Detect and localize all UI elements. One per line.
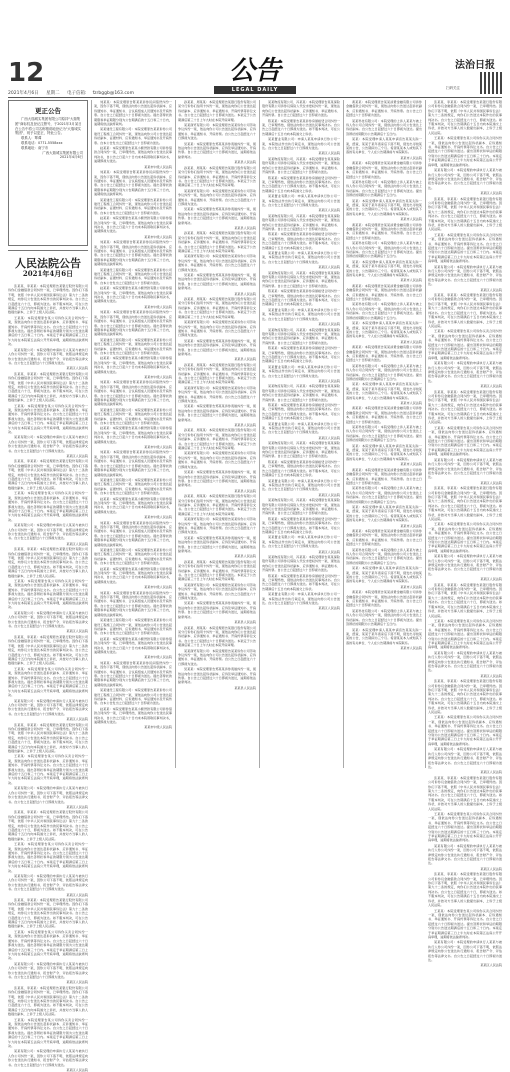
court-notice-paragraph: 黄某某：本院受理原告某某消费金融有限公司诉你金融借款合同纠纷一案，现依法向你公告送达起诉状副本、应诉通知书、举证通知书、开庭传票。自公告之日起经过六十日即视为送达。 — [346, 406, 422, 424]
court-notice-paragraph: 某某科技有限公司：本院受理的上诉人某某与被上诉人你公司合同纠纷一案，现依法向你公司公告送达上诉状副本。自公告之日起经过六十日即视为送达。提出答辩状的期限为公告期满后十五日内。 — [346, 486, 422, 504]
notice-phone: 联系电话：0771-5558xxx — [21, 140, 63, 145]
court-signature: 某某区人民法院 — [480, 191, 502, 196]
court-notice-paragraph: 孙某某、周某某：本院受理原告某银行股份有限公司某分行诉你们信用卡纠纷一案，现依法向你们公告送达起诉状副本、应诉通知书、举证通知书、开庭传票等诉讼文书。自公告之日起经过六十日即视为送达。本案定于公告期满后第三十日上午九时在本院开庭审理。 — [178, 494, 256, 516]
court-notice-paragraph: 张某某、李某某：本院受理原告某银行股份有限公司诉你们金融借款合同纠纷一案，已审理终结。因你们下落不明，依照《中华人民共和国民事诉讼法》第九十二条的规定，向你们公告送达本院作出的民事判决书。自公告之日起经过六十日，即视为送达。如不服本判决，可在公告期满后十五日内向本院递交上诉状，并按对方当事人的人数提出副本，上诉于上级人民法院。 — [8, 810, 88, 841]
court-notice-paragraph: 刘某某：本院受理原告陈某某诉你民间借贷纠纷一案，因你下落不明，现依法向你公告送达起诉状副本、应诉通知书、举证通知书、合议庭组成人员通知书及开庭传票。自公告之日起经过六十日即视为送达。提出答辩状的期限和举证期限分别为公告期满后的十五日和三十日内，逾期将依法缺席裁判。 — [94, 310, 172, 337]
court-notice-paragraph: 王某某：本院受理原告某公司诉你买卖合同纠纷一案，现依法向你公告送达起诉状副本、应诉通知书、举证通知书、开庭传票等诉讼文书。自公告之日起经过六十日即视为送达。提出答辩状和举证的期限分别为公告送达期满后的十五日和三十日内。本案定于举证期满后第三日上午九时在本院第五法庭公开开庭审理，逾期将依法缺席判决。 — [8, 1017, 88, 1049]
court-notice-paragraph: 张某某、李某某：本院受理原告某银行股份有限公司诉你们金融借款合同纠纷一案，已审理终结。因你们下落不明，依照《中华人民共和国民事诉讼法》第九十二条的规定，向你们公告送达本院作出的民事判决书。自公告之日起经过六十日，即视为送达。如不服本判决，可在公告期满后十五日内向本院递交上诉状，并按对方当事人的人数提出副本，上诉于上级人民法院。 — [8, 284, 88, 315]
court-notice-paragraph: 某某物流有限公司、冯某某：本院受理原告某某保险股份有限公司诉你们保险人代位求偿权纠纷一案，现依法向你们公告送达起诉状副本、应诉通知书、举证通知书、开庭传票。自公告之日起经过六十日即视为送达。 — [262, 441, 340, 459]
email-address[interactable]: fzrbggb@163.com — [92, 91, 134, 96]
court-notice-paragraph: 某某有限公司：本院受理的申请执行人某某与被执行人你公司纠纷一案，因你公司下落不明，依照法律规定向你公告送达执行通知书、报告财产令、评估报告等法律文书。自公告之日起经过六十日即视为送达。 — [8, 874, 88, 892]
court-notice-paragraph: 陈某某：本院受理原告某某诉你房屋租赁合同纠纷一案，已审理终结，现依法向你公告送达民事判决书。自公告之日起经过六十日即视为送达。如不服本判决，可在公告期满后十五日内向本院递交上诉状。 — [262, 516, 340, 534]
court-notice-paragraph: 某某有限公司：本院受理的申请执行人某某与被执行人你公司纠纷一案，因你公司下落不明，依照法律规定向你公告送达执行通知书、报告财产令、评估报告等法律文书。自公告之日起经过六十日即视为送达。 — [428, 554, 502, 576]
court-notice-paragraph: 某某：本院受理申请人某某申请宣告某某失踪一案，经查，某某于某年离家后下落不明，现发出寻找某某的公告，公告期间为三个月。希望某某本人或知其下落的有关单位、个人在公告期满前与本院联系。 — [346, 443, 422, 461]
court-signature: 某某区人民法院 — [318, 151, 340, 156]
court-notice-paragraph: 吴某某：本院受理原告郑某某诉你离婚纠纷一案，现依法向你公告送达起诉状副本、应诉及举证通知书、开庭传票。自公告之日起经过六十日即视为送达，逾期将依法缺席判决。 — [178, 338, 256, 356]
court-notice-paragraph: 刘某某：本院受理原告陈某某诉你民间借贷纠纷一案，因你下落不明，现依法向你公告送达起诉状副本、应诉通知书、举证通知书、合议庭组成人员通知书及开庭传票。自公告之日起经过六十日即视为送达。提出答辩状的期限和举证期限分别为公告期满后的十五日和三十日内，逾期将依法缺席裁判。 — [94, 520, 172, 547]
issue-date: 2021年4月6日 — [8, 91, 39, 96]
court-notice-paragraph: 陈某某：本院受理原告某某诉你房屋租赁合同纠纷一案，已审理终结，现依法向你公告送达民事判决书。自公告之日起经过六十日即视为送达。如不服本判决，可在公告期满后十五日内向本院递交上诉状。 — [262, 346, 340, 364]
court-notice-paragraph: 某某：本院受理申请人某某申请宣告某某失踪一案，经查，某某于某年离家后下落不明，现发出寻找某某的公告，公告期间为三个月。希望某某本人或知其下落的有关单位、个人在公告期满前与本院联系。 — [346, 259, 422, 278]
court-announcement-header — [8, 250, 88, 281]
court-notice-paragraph: 赵某某：本院受理原告某某小额贷款有限公司诉你借款合同纠纷一案，已审理终结，现依法向你公告送达民事判决书，自公告之日起六十日内来本院领取民事判决书，逾期即视为送达。 — [94, 216, 172, 234]
court-notice-paragraph: 某某置业有限公司：申请人某某申请执行你公司一案，本院依法作出执行裁定书，现依法向你公司公告送达。自公告之日起经过六十日即视为送达。 — [262, 478, 340, 492]
court-notice-paragraph: 张某某、李某某：本院受理原告某银行股份有限公司诉你们金融借款合同纠纷一案，已审理终结。因你们下落不明，依照《中华人民共和国民事诉讼法》第九十二条的规定，向你们公告送达本院作出的民事判决书。自公告之日起经过六十日，即视为送达。如不服本判决，可在公告期满后十五日内向本院递交上诉状，并按对方当事人的人数提出副本，上诉于上级人民法院。 — [8, 459, 88, 490]
court-notice-paragraph: 黄某某：本院受理原告某某消费金融有限公司诉你金融借款合同纠纷一案，现依法向你公告送达起诉状副本、应诉通知书、举证通知书、开庭传票。自公告之日起经过六十日即视为送达。 — [346, 467, 422, 485]
court-notice-paragraph: 孙某某、周某某：本院受理原告某银行股份有限公司某分行诉你们信用卡纠纷一案，现依法向你们公告送达起诉状副本、应诉通知书、举证通知书、开庭传票等诉讼文书。自公告之日起经过六十日即视为送达。本案定于公告期满后第三十日上午九时在本院开庭审理。 — [178, 428, 256, 451]
court-notice-paragraph: 王某某：本院受理原告某公司诉你买卖合同纠纷一案，现依法向你公告送达起诉状副本、应诉通知书、举证通知书、开庭传票等诉讼文书。自公告之日起经过六十日即视为送达。提出答辩状和举证的期限分别为公告送达期满后的十五日和三十日内。本案定于举证期满后第三日上午九时在本院第五法庭公开开庭审理，逾期将依法缺席判决。 — [428, 136, 502, 167]
court-notice-paragraph: 吴某某：本院受理原告郑某某诉你离婚纠纷一案，现依法向你公告送达起诉状副本、应诉及举证通知书、开庭传票。自公告之日起经过六十日即视为送达，逾期将依法缺席判决。 — [178, 207, 256, 225]
court-notice-paragraph: 某某建设工程有限公司：本院受理原告某某诉你公司建设工程施工合同纠纷一案，现依法向你公司公告送达起诉状副本、证据材料、应诉通知书、举证通知书及开庭传票。自本公告发出之日起经过六十日即视为送达。 — [94, 197, 172, 215]
court-signature: 某某县人民法院 — [234, 225, 256, 230]
court-notice-paragraph: 某某建设工程有限公司：本院受理原告某某诉你公司建设工程施工合同纠纷一案，现依法向你公司公告送达起诉状副本、证据材料、应诉通知书、举证通知书及开庭传票。自本公告发出之日起经过六十日即视为送达。 — [94, 548, 172, 566]
court-notice-paragraph: 张某某、李某某：本院受理原告某银行股份有限公司诉你们金融借款合同纠纷一案，已审理终结。因你们下落不明，依照《中华人民共和国民事诉讼法》第九十二条的规定，向你们公告送达本院作出的民事判决书。自公告之日起经过六十日，即视为送达。如不服本判决，可在公告期满后十五日内向本院递交上诉状，并按对方当事人的人数提出副本，上诉于上级人民法院。 — [8, 898, 88, 929]
court-notice-paragraph: 王某某：本院受理原告某公司诉你买卖合同纠纷一案，现依法向你公告送达起诉状副本、应诉通知书、举证通知书、开庭传票等诉讼文书。自公告之日起经过六十日即视为送达。提出答辩状和举证的期限分别为公告送达期满后的十五日和三十日内。本案定于举证期满后第三日上午九时在本院第五法庭公开开庭审理，逾期将依法缺席判决。 — [8, 315, 88, 347]
court-signature: 某某区人民法院 — [318, 549, 340, 554]
court-notice-paragraph: 某某置业有限公司：申请人某某申请执行你公司一案，本院依法作出执行裁定书，现依法向你公司公告送达。自公告之日起经过六十日即视为送达。 — [262, 137, 340, 151]
court-notice-paragraph: 某某商贸有限公司：本院受理原告某某诉你公司劳动争议纠纷一案，依法向你公司公告送达起诉状副本、应诉通知书、举证通知书、开庭传票。自公告之日起经过六十日即视为送达。 — [178, 517, 256, 535]
court-notice-paragraph: 某某科技有限公司：本院受理的上诉人某某与被上诉人你公司合同纠纷一案，现依法向你公司公告送达上诉状副本。自公告之日起经过六十日即视为送达。提出答辩状的期限为公告期满后十五日内。 — [346, 241, 422, 259]
court-notice-paragraph: 刘某某：本院受理原告陈某某诉你民间借贷纠纷一案，因你下落不明，现依法向你公告送达起诉状副本、应诉通知书、举证通知书、合议庭组成人员通知书及开庭传票。自公告之日起经过六十日即视为送达。提出答辩状的期限和举证期限分别为公告期满后的十五日和三十日内，逾期将依法缺席裁判。 — [94, 380, 172, 407]
court-notice-paragraph: 某某有限公司：本院受理的申请执行人某某与被执行人你公司纠纷一案，因你公司下落不明，依照法律规定向你公告送达执行通知书、报告财产令、评估报告等法律文书。自公告之日起经过六十日即视为送达。 — [8, 523, 88, 541]
court-signature: 某某区人民法院 — [66, 454, 88, 459]
court-notice-paragraph: 某某物流有限公司、冯某某：本院受理原告某某保险股份有限公司诉你们保险人代位求偿权纠纷一案，现依法向你们公告送达起诉状副本、应诉通知书、举证通知书、开庭传票。自公告之日起经过六十日即视为送达。 — [262, 384, 340, 402]
court-notice-paragraph: 某某建设工程有限公司：本院受理原告某某诉你公司建设工程施工合同纠纷一案，现依法向你公司公告送达起诉状副本、证据材料、应诉通知书、举证通知书及开庭传票。自本公告发出之日起经过六十日即视为送达。 — [94, 267, 172, 285]
header-divider — [8, 97, 502, 98]
court-notice-paragraph: 王某某：本院受理原告某公司诉你买卖合同纠纷一案，现依法向你公告送达起诉状副本、应诉通知书、举证通知书、开庭传票等诉讼文书。自公告之日起经过六十日即视为送达。提出答辩状和举证的期限分别为公告送达期满后的十五日和三十日内。本案定于举证期满后第三日上午九时在本院第五法庭公开开庭审理，逾期将依法缺席判决。 — [428, 618, 502, 650]
court-notice-paragraph: 吴某某：本院受理原告郑某某诉你离婚纠纷一案，现依法向你公告送达起诉状副本、应诉及举证通知书、开庭传票。自公告之日起经过六十日即视为送达，逾期将依法缺席判决。 — [178, 667, 256, 685]
court-notice-paragraph: 王某某：本院受理原告某公司诉你买卖合同纠纷一案，现依法向你公告送达起诉状副本、应诉通知书、举证通知书、开庭传票等诉讼文书。自公告之日起经过六十日即视为送达。提出答辩状和举证的期限分别为公告送达期满后的十五日和三十日内。本案定于举证期满后第三日上午九时在本院第五法庭公开开庭审理，逾期将依法缺席判决。 — [8, 842, 88, 873]
court-notice-paragraph: 某某科技有限公司：本院受理的上诉人某某与被上诉人你公司合同纠纷一案，现依法向你公司公告送达上诉状副本。自公告之日起经过六十日即视为送达。提出答辩状的期限为公告期满后十五日内。 — [346, 302, 422, 320]
court-signature: 某某市中级人民法院 — [144, 585, 172, 590]
court-notice-paragraph: 赵某某：本院受理原告某某小额贷款有限公司诉你借款合同纠纷一案，已审理终结，现依法向你公告送达民事判决书，自公告之日起六十日内来本院领取民事判决书，逾期即视为送达。 — [94, 636, 172, 654]
court-notice-paragraph: 某某置业有限公司：申请人某某申请执行你公司一案，本院依法作出执行裁定书，现依法向你公司公告送达。自公告之日起经过六十日即视为送达。 — [262, 194, 340, 207]
notice-address: 联系地址：南宁市 — [21, 145, 49, 150]
court-notice-paragraph: 张某某、李某某：本院受理原告某银行股份有限公司诉你们金融借款合同纠纷一案，已审理终结。因你们下落不明，依照《中华人民共和国民事诉讼法》第九十二条的规定，向你们公告送达本院作出的民事判决书。自公告之日起经过六十日，即视为送达。如不服本判决，可在公告期满后十五日内向本院递交上诉状，并按对方当事人的人数提出副本，上诉于上级人民法院。 — [8, 634, 88, 666]
page-header — [0, 0, 510, 100]
court-notice-paragraph: 王某某：本院受理原告某公司诉你买卖合同纠纷一案，现依法向你公告送达起诉状副本、应诉通知书、举证通知书、开庭传票等诉讼文书。自公告之日起经过六十日即视为送达。提出答辩状和举证的期限分别为公告送达期满后的十五日和三十日内。本案定于举证期满后第三日上午九时在本院第五法庭公开开庭审理，逾期将依法缺席判决。 — [428, 908, 502, 939]
court-signature: 某某市中级人民法院 — [144, 515, 172, 520]
court-notice-paragraph: 赵某某：本院受理原告某某小额贷款有限公司诉你借款合同纠纷一案，已审理终结，现依法向你公告送达民事判决书，自公告之日起六十日内来本院领取民事判决书，逾期即视为送达。 — [94, 496, 172, 514]
court-date: 2021年4月6日 — [22, 269, 74, 278]
court-notice-paragraph: 黄某某：本院受理原告某某消费金融有限公司诉你金融借款合同纠纷一案，现依法向你公告送达起诉状副本、应诉通知书、举证通知书、开庭传票。自公告之日起经过六十日即视为送达。 — [346, 283, 422, 302]
court-signature: 某某区人民法院 — [318, 435, 340, 440]
court-title: 人民法院公告 — [15, 257, 81, 270]
court-signature: 某某市人民法院 — [400, 462, 422, 467]
court-signature: 某某市人民法院 — [400, 523, 422, 528]
court-signature: 某某区人民法院 — [66, 980, 88, 985]
court-notice-paragraph: 张某某、李某某：本院受理原告某银行股份有限公司诉你们金融借款合同纠纷一案，已审理终结。因你们下落不明，依照《中华人民共和国民事诉讼法》第九十二条的规定，向你们公告送达本院作出的民事判决书。自公告之日起经过六十日，即视为送达。如不服本判决，可在公告期满后十五日内向本院递交上诉状，并按对方当事人的人数提出副本，上诉于上级人民法院。 — [428, 389, 502, 425]
court-notice-paragraph: 王某某：本院受理原告某公司诉你买卖合同纠纷一案，现依法向你公告送达起诉状副本、应诉通知书、举证通知书、开庭传票等诉讼文书。自公告之日起经过六十日即视为送达。提出答辩状和举证的期限分别为公告送达期满后的十五日和三十日内。本案定于举证期满后第三日上午九时在本院第五法庭公开开庭审理，逾期将依法缺席判决。 — [8, 403, 88, 434]
column-6 — [428, 100, 502, 968]
court-notice-paragraph: 陈某某：本院受理原告某某诉你房屋租赁合同纠纷一案，已审理终结，现依法向你公告送达民事判决书。自公告之日起经过六十日即视为送达。如不服本判决，可在公告期满后十五日内向本院递交上诉状。 — [262, 175, 340, 193]
column-divider — [343, 100, 344, 768]
court-signature: 某某市中级人民法院 — [144, 655, 172, 660]
court-notice-paragraph: 某某建设工程有限公司：本院受理原告某某诉你公司建设工程施工合同纠纷一案，现依法向你公司公告送达起诉状副本、证据材料、应诉通知书、举证通知书及开庭传票。自本公告发出之日起经过六十日即视为送达。 — [94, 337, 172, 355]
court-notice-paragraph: 王某某：本院受理原告某公司诉你买卖合同纠纷一案，现依法向你公告送达起诉状副本、应诉通知书、举证通知书、开庭传票等诉讼文书。自公告之日起经过六十日即视为送达。提出答辩状和举证的期限分别为公告送达期满后的十五日和三十日内。本案定于举证期满后第三日上午九时在本院第五法庭公开开庭审理，逾期将依法缺席判决。 — [8, 929, 88, 961]
court-signature: 某某县人民法院 — [234, 291, 256, 296]
court-signature: 某某区人民法院 — [480, 287, 502, 292]
court-notice-paragraph: 黄某某：本院受理原告某某消费金融有限公司诉你金融借款合同纠纷一案，现依法向你公告送达起诉状副本、应诉通知书、举证通知书、开庭传票。自公告之日起经过六十日即视为送达。 — [346, 590, 422, 608]
court-signature: 某某市中级人民法院 — [144, 725, 172, 730]
correction-notice — [8, 100, 88, 246]
court-notice-paragraph: 某某商贸有限公司：本院受理原告某某诉你公司劳动争议纠纷一案，依法向你公司公告送达起诉状副本、应诉通知书、举证通知书、开庭传票。自公告之日起经过六十日即视为送达。 — [178, 582, 256, 601]
issue-weekday: 星期二 — [46, 91, 60, 96]
court-notice-paragraph: 刘某某：本院受理原告陈某某诉你民间借贷纠纷一案，因你下落不明，现依法向你公告送达起诉状副本、应诉通知书、举证通知书、合议庭组成人员通知书及开庭传票。自公告之日起经过六十日即视为送达。提出答辩状的期限和举证期限分别为公告期满后的十五日和三十日内，逾期将依法缺席裁判。 — [94, 590, 172, 617]
court-notice-paragraph: 吴某某：本院受理原告郑某某诉你离婚纠纷一案，现依法向你公告送达起诉状副本、应诉及举证通知书、开庭传票。自公告之日起经过六十日即视为送达，逾期将依法缺席判决。 — [178, 601, 256, 619]
court-signature: 某某区人民法院 — [318, 322, 340, 327]
court-notice-paragraph: 孙某某、周某某：本院受理原告某银行股份有限公司某分行诉你们信用卡纠纷一案，现依法向你们公告送达起诉状副本、应诉通知书、举证通知书、开庭传票等诉讼文书。自公告之日起经过六十日即视为送达。本案定于公告期满后第三十日上午九时在本院开庭审理。 — [178, 100, 256, 122]
court-notice-paragraph: 某某有限公司：本院受理的申请执行人某某与被执行人你公司纠纷一案，因你公司下落不明，依照法律规定向你公告送达执行通知书、报告财产令、评估报告等法律文书。自公告之日起经过六十日即视为送达。 — [428, 650, 502, 673]
court-signature: 某某市中级人民法院 — [144, 304, 172, 309]
court-notice-paragraph: 某某建设工程有限公司：本院受理原告某某诉你公司建设工程施工合同纠纷一案，现依法向你公司公告送达起诉状副本、证据材料、应诉通知书、举证通知书及开庭传票。自本公告发出之日起经过六十日即视为送达。 — [94, 127, 172, 145]
court-notice-paragraph: 陈某某：本院受理原告某某诉你房屋租赁合同纠纷一案，已审理终结，现依法向你公告送达民事判决书。自公告之日起经过六十日即视为送达。如不服本判决，可在公告期满后十五日内向本院递交上诉状。 — [262, 232, 340, 250]
court-signature: 某某县人民法院 — [234, 423, 256, 428]
column-divider — [91, 100, 92, 768]
column-3 — [178, 100, 256, 768]
court-notice-paragraph: 某某：本院受理申请人某某申请宣告某某失踪一案，经查，某某于某年离家后下落不明，现发出寻找某某的公告，公告期间为三个月。希望某某本人或知其下落的有关单位、个人在公告期满前与本院联系。 — [346, 198, 422, 216]
court-signature: 某某市人民法院 — [400, 217, 422, 222]
column-1 — [8, 284, 88, 1072]
court-notice-paragraph: 孙某某、周某某：本院受理原告某银行股份有限公司某分行诉你们信用卡纠纷一案，现依法向你们公告送达起诉状副本、应诉通知书、举证通知书、开庭传票等诉讼文书。自公告之日起经过六十日即视为送达。本案定于公告期满后第三十日上午九时在本院开庭审理。 — [178, 625, 256, 648]
court-notice-paragraph: 某某有限公司：本院受理的申请执行人某某与被执行人你公司纠纷一案，因你公司下落不明，依照法律规定向你公告送达执行通知书、报告财产令、评估报告等法律文书。自公告之日起经过六十日即视为送达。 — [428, 168, 502, 190]
court-notice-paragraph: 张某某、李某某：本院受理原告某银行股份有限公司诉你们金融借款合同纠纷一案，已审理终结。因你们下落不明，依照《中华人民共和国民事诉讼法》第九十二条的规定，向你们公告送达本院作出的民事判决书。自公告之日起经过六十日，即视为送达。如不服本判决，可在公告期满后十五日内向本院递交上诉状，并按对方当事人的人数提出副本，上诉于上级人民法院。 — [428, 775, 502, 811]
court-notice-paragraph: 某某建设工程有限公司：本院受理原告某某诉你公司建设工程施工合同纠纷一案，现依法向你公司公告送达起诉状副本、证据材料、应诉通知书、举证通知书及开庭传票。自本公告发出之日起经过六十日即视为送达。 — [94, 407, 172, 426]
column-5 — [346, 100, 422, 768]
court-notice-paragraph: 张某某、李某某：本院受理原告某银行股份有限公司诉你们金融借款合同纠纷一案，已审理终结。因你们下落不明，依照《中华人民共和国民事诉讼法》第九十二条的规定，向你们公告送达本院作出的民事判决书。自公告之日起经过六十日，即视为送达。如不服本判决，可在公告期满后十五日内向本院递交上诉状，并按对方当事人的人数提出副本，上诉于上级人民法院。 — [428, 293, 502, 328]
court-notice-paragraph: 某某商贸有限公司：本院受理原告某某诉你公司劳动争议纠纷一案，依法向你公司公告送达起诉状副本、应诉通知书、举证通知书、开庭传票。自公告之日起经过六十日即视为送达。 — [178, 188, 256, 206]
notice-title: 更正公告 — [35, 107, 61, 115]
court-notice-paragraph: 某某有限公司：本院受理的申请执行人某某与被执行人你公司纠纷一案，因你公司下落不明，依照法律规定向你公告送达执行通知书、报告财产令、评估报告等法律文书。自公告之日起经过六十日即视为送达。 — [8, 435, 88, 453]
court-signature: 某某区人民法院 — [318, 265, 340, 270]
column-2 — [94, 100, 172, 768]
court-notice-paragraph: 张某某、李某某：本院受理原告某银行股份有限公司诉你们金融借款合同纠纷一案，已审理终结。因你们下落不明，依照《中华人民共和国民事诉讼法》第九十二条的规定，向你们公告送达本院作出的民事判决书。自公告之日起经过六十日，即视为送达。如不服本判决，可在公告期满后十五日内向本院递交上诉状，并按对方当事人的人数提出副本，上诉于上级人民法院。 — [428, 582, 502, 618]
court-notice-paragraph: 某某置业有限公司：申请人某某申请执行你公司一案，本院依法作出执行裁定书，现依法向你公司公告送达。自公告之日起经过六十日即视为送达。 — [262, 364, 340, 378]
court-notice-paragraph: 刘某某：本院受理原告陈某某诉你民间借贷纠纷一案，因你下落不明，现依法向你公告送达起诉状副本、应诉通知书、举证通知书、合议庭组成人员通知书及开庭传票。自公告之日起经过六十日即视为送达。提出答辩状的期限和举证期限分别为公告期满后的十五日和三十日内，逾期将依法缺席裁判。 — [94, 170, 172, 197]
court-notice-paragraph: 某某有限公司：本院受理的申请执行人某某与被执行人你公司纠纷一案，因你公司下落不明，依照法律规定向你公告送达执行通知书、报告财产令、评估报告等法律文书。自公告之日起经过六十日即视为送达。 — [8, 347, 88, 365]
court-notice-paragraph: 吴某某：本院受理原告郑某某诉你离婚纠纷一案，现依法向你公告送达起诉状副本、应诉及举证通知书、开庭传票。自公告之日起经过六十日即视为送达，逾期将依法缺席判决。 — [178, 404, 256, 422]
court-notice-paragraph: 赵某某：本院受理原告某某小额贷款有限公司诉你借款合同纠纷一案，已审理终结，现依法向你公告送达民事判决书，自公告之日起六十日内来本院领取民事判决书，逾期即视为送达。 — [94, 146, 172, 164]
court-notice-paragraph: 赵某某：本院受理原告某某小额贷款有限公司诉你借款合同纠纷一案，已审理终结，现依法向你公告送达民事判决书，自公告之日起六十日内来本院领取民事判决书，逾期即视为送达。 — [94, 286, 172, 304]
column-divider — [175, 100, 176, 768]
court-signature: 某某市中级人民法院 — [144, 374, 172, 379]
court-notice-paragraph: 王某某：本院受理原告某公司诉你买卖合同纠纷一案，现依法向你公告送达起诉状副本、应诉通知书、举证通知书、开庭传票等诉讼文书。自公告之日起经过六十日即视为送达。提出答辩状和举证的期限分别为公告送达期满后的十五日和三十日内。本案定于举证期满后第三日上午九时在本院第五法庭公开开庭审理，逾期将依法缺席判决。 — [8, 666, 88, 698]
court-notice-paragraph: 张某某、李某某：本院受理原告某银行股份有限公司诉你们金融借款合同纠纷一案，已审理终结。因你们下落不明，依照《中华人民共和国民事诉讼法》第九十二条的规定，向你们公告送达本院作出的民事判决书。自公告之日起经过六十日，即视为送达。如不服本判决，可在公告期满后十五日内向本院递交上诉状，并按对方当事人的人数提出副本，上诉于上级人民法院。 — [8, 371, 88, 403]
court-notice-paragraph: 吴某某：本院受理原告郑某某诉你离婚纠纷一案，现依法向你公告送达起诉状副本、应诉及举证通知书、开庭传票。自公告之日起经过六十日即视为送达，逾期将依法缺席判决。 — [178, 273, 256, 291]
section-subtitle: LEGAL DAILY — [214, 86, 296, 94]
court-notice-paragraph: 吴某某：本院受理原告郑某某诉你离婚纠纷一案，现依法向你公告送达起诉状副本、应诉及举证通知书、开庭传票。自公告之日起经过六十日即视为送达，逾期将依法缺席判决。 — [178, 141, 256, 159]
court-notice-paragraph: 孙某某、周某某：本院受理原告某银行股份有限公司某分行诉你们信用卡纠纷一案，现依法向你们公告送达起诉状副本、应诉通知书、举证通知书、开庭传票等诉讼文书。自公告之日起经过六十日即视为送达。本案定于公告期满后第三十日上午九时在本院开庭审理。 — [178, 362, 256, 385]
court-notice-paragraph: 某某商贸有限公司：本院受理原告某某诉你公司劳动争议纠纷一案，依法向你公司公告送达起诉状副本、应诉通知书、举证通知书、开庭传票。自公告之日起经过六十日即视为送达。 — [178, 648, 256, 666]
column-4 — [262, 100, 340, 768]
court-signature: 某某市中级人民法院 — [144, 164, 172, 169]
court-notice-paragraph: 某某有限公司：本院受理的申请执行人某某与被执行人你公司纠纷一案，因你公司下落不明，依照法律规定向你公告送达执行通知书、报告财产令、评估报告等法律文书。自公告之日起经过六十日即视为送达。 — [8, 698, 88, 716]
qr-code-icon[interactable] — [480, 72, 502, 94]
court-notice-paragraph: 某某商贸有限公司：本院受理原告某某诉你公司劳动争议纠纷一案，依法向你公司公告送达起诉状副本、应诉通知书、举证通知书、开庭传票。自公告之日起经过六十日即视为送达。 — [178, 451, 256, 469]
court-notice-paragraph: 张某某、李某某：本院受理原告某银行股份有限公司诉你们金融借款合同纠纷一案，已审理终结。因你们下落不明，依照《中华人民共和国民事诉讼法》第九十二条的规定，向你们公告送达本院作出的民事判决书。自公告之日起经过六十日，即视为送达。如不服本判决，可在公告期满后十五日内向本院递交上诉状，并按对方当事人的人数提出副本，上诉于上级人民法院。 — [428, 872, 502, 908]
court-notice-paragraph: 某某：本院受理申请人某某申请宣告某某失踪一案，经查，某某于某年离家后下落不明，现发出寻找某某的公告，公告期间为三个月。希望某某本人或知其下落的有关单位、个人在公告期满前与本院联系。 — [346, 321, 422, 339]
court-notice-paragraph: 某某建设工程有限公司：本院受理原告某某诉你公司建设工程施工合同纠纷一案，现依法向你公司公告送达起诉状副本、证据材料、应诉通知书、举证通知书及开庭传票。自本公告发出之日起经过六十日即视为送达。 — [94, 618, 172, 636]
court-notice-paragraph: 王某某：本院受理原告某公司诉你买卖合同纠纷一案，现依法向你公告送达起诉状副本、应诉通知书、举证通知书、开庭传票等诉讼文书。自公告之日起经过六十日即视为送达。提出答辩状和举证的期限分别为公告送达期满后的十五日和三十日内。本案定于举证期满后第三日上午九时在本院第五法庭公开开庭审理，逾期将依法缺席判决。 — [8, 579, 88, 610]
notice-body — [15, 117, 83, 160]
court-signature: 某某市人民法院 — [400, 278, 422, 283]
notice-signer: 广西大瑞城实集团有限公司 — [42, 150, 83, 155]
court-notice-paragraph: 王某某：本院受理原告某公司诉你买卖合同纠纷一案，现依法向你公告送达起诉状副本、应诉通知书、举证通知书、开庭传票等诉讼文书。自公告之日起经过六十日即视为送达。提出答辩状和举证的期限分别为公告送达期满后的十五日和三十日内。本案定于举证期满后第三日上午九时在本院第五法庭公开开庭审理，逾期将依法缺席判决。 — [428, 522, 502, 553]
court-signature: 某某区人民法院 — [480, 480, 502, 485]
court-notice-paragraph: 张某某、李某某：本院受理原告某银行股份有限公司诉你们金融借款合同纠纷一案，已审理终结。因你们下落不明，依照《中华人民共和国民事诉讼法》第九十二条的规定，向你们公告送达本院作出的民事判决书。自公告之日起经过六十日，即视为送达。如不服本判决，可在公告期满后十五日内向本院递交上诉状，并按对方当事人的人数提出副本，上诉于上级人民法院。 — [8, 985, 88, 1017]
court-signature: 某某区人民法院 — [480, 384, 502, 389]
court-signature: 某某县人民法院 — [234, 554, 256, 559]
court-notice-paragraph: 某某科技有限公司：本院受理的上诉人某某与被上诉人你公司合同纠纷一案，现依法向你公司公告送达上诉状副本。自公告之日起经过六十日即视为送达。提出答辩状的期限为公告期满后十五日内。 — [346, 118, 422, 136]
court-signature: 某某县人民法院 — [234, 685, 256, 690]
page-number: 12 — [8, 58, 45, 88]
email-label: 电子信箱: — [67, 91, 87, 96]
court-signature: 某某市人民法院 — [400, 155, 422, 160]
court-signature: 某某区人民法院 — [66, 541, 88, 546]
court-notice-paragraph: 某某科技有限公司：本院受理的上诉人某某与被上诉人你公司合同纠纷一案，现依法向你公司公告送达上诉状副本。自公告之日起经过六十日即视为送达。提出答辩状的期限为公告期满后十五日内。 — [346, 547, 422, 565]
court-notice-paragraph: 某某有限公司：本院受理的申请执行人某某与被执行人你公司纠纷一案，因你公司下落不明，依照法律规定向你公告送达执行通知书、报告财产令、评估报告等法律文书。自公告之日起经过六十日即视为送达。 — [428, 747, 502, 769]
court-signature: 某某区人民法院 — [66, 366, 88, 371]
court-notice-paragraph: 某某商贸有限公司：本院受理原告某某诉你公司劳动争议纠纷一案，依法向你公司公告送达起诉状副本、应诉通知书、举证通知书、开庭传票。自公告之日起经过六十日即视为送达。 — [178, 385, 256, 403]
court-notice-paragraph: 刘某某：本院受理原告陈某某诉你民间借贷纠纷一案，因你下落不明，现依法向你公告送达起诉状副本、应诉通知书、举证通知书、合议庭组成人员通知书及开庭传票。自公告之日起经过六十日即视为送达。提出答辩状的期限和举证期限分别为公告期满后的十五日和三十日内，逾期将依法缺席裁判。 — [94, 100, 172, 127]
court-notice-paragraph: 陈某某：本院受理原告某某诉你房屋租赁合同纠纷一案，已审理终结，现依法向你公告送达民事判决书。自公告之日起经过六十日即视为送达。如不服本判决，可在公告期满后十五日内向本院递交上诉状。 — [262, 573, 340, 591]
court-notice-paragraph: 某某有限公司：本院受理的申请执行人某某与被执行人你公司纠纷一案，因你公司下落不明，依照法律规定向你公告送达执行通知书、报告财产令、评估报告等法律文书。自公告之日起经过六十日即视为送达。 — [428, 457, 502, 480]
court-signature: 某某市人民法院 — [400, 584, 422, 589]
column-divider — [425, 100, 426, 768]
court-notice-paragraph: 黄某某：本院受理原告某某消费金融有限公司诉你金融借款合同纠纷一案，现依法向你公告送达起诉状副本、应诉通知书、举证通知书、开庭传票。自公告之日起经过六十日即视为送达。 — [346, 161, 422, 179]
court-notice-paragraph: 刘某某：本院受理原告陈某某诉你民间借贷纠纷一案，因你下落不明，现依法向你公告送达起诉状副本、应诉通知书、举证通知书、合议庭组成人员通知书及开庭传票。自公告之日起经过六十日即视为送达。提出答辩状的期限和举证期限分别为公告期满后的十五日和三十日内，逾期将依法缺席裁判。 — [94, 450, 172, 477]
court-notice-paragraph: 陈某某：本院受理原告某某诉你房屋租赁合同纠纷一案，已审理终结，现依法向你公告送达民事判决书。自公告之日起经过六十日即视为送达。如不服本判决，可在公告期满后十五日内向本院递交上诉状。 — [262, 118, 340, 136]
court-notice-paragraph: 王某某：本院受理原告某公司诉你买卖合同纠纷一案，现依法向你公告送达起诉状副本、应诉通知书、举证通知书、开庭传票等诉讼文书。自公告之日起经过六十日即视为送达。提出答辩状和举证的期限分别为公告送达期满后的十五日和三十日内。本案定于举证期满后第三日上午九时在本院第五法庭公开开庭审理，逾期将依法缺席判决。 — [8, 491, 88, 522]
court-notice-paragraph: 某某商贸有限公司：本院受理原告某某诉你公司劳动争议纠纷一案，依法向你公司公告送达起诉状副本、应诉通知书、举证通知书、开庭传票。自公告之日起经过六十日即视为送达。 — [178, 320, 256, 338]
court-notice-paragraph: 王某某：本院受理原告某公司诉你买卖合同纠纷一案，现依法向你公告送达起诉状副本、应诉通知书、举证通知书、开庭传票等诉讼文书。自公告之日起经过六十日即视为送达。提出答辩状和举证的期限分别为公告送达期满后的十五日和三十日内。本案定于举证期满后第三日上午九时在本院第五法庭公开开庭审理，逾期将依法缺席判决。 — [428, 425, 502, 457]
court-signature: 某某区人民法院 — [480, 673, 502, 678]
court-signature: 某某市中级人民法院 — [144, 445, 172, 450]
notice-date: 2021年4月6日 — [59, 155, 83, 160]
court-notice-paragraph: 某某：本院受理申请人某某申请宣告某某失踪一案，经查，某某于某年离家后下落不明，现发出寻找某某的公告，公告期间为三个月。希望某某本人或知其下落的有关单位、个人在公告期满前与本院联系。 — [346, 137, 422, 155]
court-notice-paragraph: 某某有限公司：本院受理的申请执行人某某与被执行人你公司纠纷一案，因你公司下落不明，依照法律规定向你公告送达执行通知书、报告财产令、评估报告等法律文书。自公告之日起经过六十日即视为送达。 — [8, 786, 88, 804]
court-notice-paragraph: 某某科技有限公司：本院受理的上诉人某某与被上诉人你公司合同纠纷一案，现依法向你公司公告送达上诉状副本。自公告之日起经过六十日即视为送达。提出答辩状的期限为公告期满后十五日内。 — [346, 425, 422, 443]
court-notice-paragraph: 某某置业有限公司：申请人某某申请执行你公司一案，本院依法作出执行裁定书，现依法向你公司公告送达。自公告之日起经过六十日即视为送达。 — [262, 421, 340, 435]
court-notice-paragraph: 张某某、李某某：本院受理原告某银行股份有限公司诉你们金融借款合同纠纷一案，已审理终结。因你们下落不明，依照《中华人民共和国民事诉讼法》第九十二条的规定，向你们公告送达本院作出的民事判决书。自公告之日起经过六十日，即视为送达。如不服本判决，可在公告期满后十五日内向本院递交上诉状，并按对方当事人的人数提出副本，上诉于上级人民法院。 — [8, 547, 88, 578]
court-notice-paragraph: 某某商贸有限公司：本院受理原告某某诉你公司劳动争议纠纷一案，依法向你公司公告送达起诉状副本、应诉通知书、举证通知书、开庭传票。自公告之日起经过六十日即视为送达。 — [178, 123, 256, 141]
court-signature: 某某县人民法院 — [234, 357, 256, 362]
court-notice-paragraph: 张某某、李某某：本院受理原告某银行股份有限公司诉你们金融借款合同纠纷一案，已审理终结。因你们下落不明，依照《中华人民共和国民事诉讼法》第九十二条的规定，向你们公告送达本院作出的民事判决书。自公告之日起经过六十日，即视为送达。如不服本判决，可在公告期满后十五日内向本院递交上诉状，并按对方当事人的人数提出副本，上诉于上级人民法院。 — [8, 722, 88, 754]
notice-contact: 联系人：覃谭 — [21, 136, 42, 141]
court-notice-paragraph: 孙某某、周某某：本院受理原告某银行股份有限公司某分行诉你们信用卡纠纷一案，现依法向你们公告送达起诉状副本、应诉通知书、举证通知书、开庭传票等诉讼文书。自公告之日起经过六十日即视为送达。本案定于公告期满后第三十日上午九时在本院开庭审理。 — [178, 297, 256, 319]
court-signature: 某某区人民法院 — [66, 629, 88, 634]
court-notice-paragraph: 某某物流有限公司、冯某某：本院受理原告某某保险股份有限公司诉你们保险人代位求偿权纠纷一案，现依法向你们公告送达起诉状副本、应诉通知书、举证通知书、开庭传票。自公告之日起经过六十日即视为送达。 — [262, 156, 340, 175]
court-notice-paragraph: 某某科技有限公司：本院受理的上诉人某某与被上诉人你公司合同纠纷一案，现依法向你公司公告送达上诉状副本。自公告之日起经过六十日即视为送达。提出答辩状的期限为公告期满后十五日内。 — [346, 179, 422, 198]
court-notice-paragraph: 王某某：本院受理原告某公司诉你买卖合同纠纷一案，现依法向你公告送达起诉状副本、应诉通知书、举证通知书、开庭传票等诉讼文书。自公告之日起经过六十日即视为送达。提出答辩状和举证的期限分别为公告送达期满后的十五日和三十日内。本案定于举证期满后第三日上午九时在本院第五法庭公开开庭审理，逾期将依法缺席判决。 — [8, 754, 88, 785]
court-notice-paragraph: 张某某、李某某：本院受理原告某银行股份有限公司诉你们金融借款合同纠纷一案，已审理终结。因你们下落不明，依照《中华人民共和国民事诉讼法》第九十二条的规定，向你们公告送达本院作出的民事判决书。自公告之日起经过六十日，即视为送达。如不服本判决，可在公告期满后十五日内向本院递交上诉状，并按对方当事人的人数提出副本，上诉于上级人民法院。 — [428, 196, 502, 232]
court-notice-paragraph: 某某物流有限公司、冯某某：本院受理原告某某保险股份有限公司诉你们保险人代位求偿权纠纷一案，现依法向你们公告送达起诉状副本、应诉通知书、举证通知书、开庭传票。自公告之日起经过六十日即视为送达。 — [262, 100, 340, 118]
court-notice-paragraph: 某某科技有限公司：本院受理的上诉人某某与被上诉人你公司合同纠纷一案，现依法向你公司公告送达上诉状副本。自公告之日起经过六十日即视为送达。提出答辩状的期限为公告期满后十五日内。 — [346, 363, 422, 381]
court-signature: 某某县人民法院 — [234, 160, 256, 165]
court-notice-paragraph: 吴某某：本院受理原告郑某某诉你离婚纠纷一案，现依法向你公告送达起诉状副本、应诉及举证通知书、开庭传票。自公告之日起经过六十日即视为送达，逾期将依法缺席判决。 — [178, 535, 256, 553]
court-notice-paragraph: 刘某某：本院受理原告陈某某诉你民间借贷纠纷一案，因你下落不明，现依法向你公告送达起诉状副本、应诉通知书、举证通知书、合议庭组成人员通知书及开庭传票。自公告之日起经过六十日即视为送达。提出答辩状的期限和举证期限分别为公告期满后的十五日和三十日内，逾期将依法缺席裁判。 — [94, 660, 172, 687]
newspaper-masthead: 法治日报 — [455, 60, 495, 71]
notice-paragraph: 广西大瑞城实集团有限公司原持"大瑞集团"商标权及登记注册号，于2021年3月某日在公告中将公司名称错误地登记为"大瑞城实集团"，现予以更正，特此公告。 — [15, 117, 82, 136]
court-notice-paragraph: 张某某、李某某：本院受理原告某银行股份有限公司诉你们金融借款合同纠纷一案，已审理终结。因你们下落不明，依照《中华人民共和国民事诉讼法》第九十二条的规定，向你们公告送达本院作出的民事判决书。自公告之日起经过六十日，即视为送达。如不服本判决，可在公告期满后十五日内向本院递交上诉状，并按对方当事人的人数提出副本，上诉于上级人民法院。 — [428, 100, 502, 135]
court-signature: 某某区人民法院 — [480, 770, 502, 775]
column-divider — [259, 100, 260, 768]
court-notice-paragraph: 某某有限公司：本院受理的申请执行人某某与被执行人你公司纠纷一案，因你公司下落不明，依照法律规定向你公告送达执行通知书、报告财产令、评估报告等法律文书。自公告之日起经过六十日即视为送达。 — [428, 264, 502, 287]
court-notice-paragraph: 某某商贸有限公司：本院受理原告某某诉你公司劳动争议纠纷一案，依法向你公司公告送达起诉状副本、应诉通知书、举证通知书、开庭传票。自公告之日起经过六十日即视为送达。 — [178, 254, 256, 272]
court-notice-paragraph: 某某物流有限公司、冯某某：本院受理原告某某保险股份有限公司诉你们保险人代位求偿权纠纷一案，现依法向你们公告送达起诉状副本、应诉通知书、举证通知书、开庭传票。自公告之日起经过六十日即视为送达。 — [262, 270, 340, 288]
court-notice-paragraph: 黄某某：本院受理原告某某消费金融有限公司诉你金融借款合同纠纷一案，现依法向你公告送达起诉状副本、应诉通知书、举证通知书、开庭传票。自公告之日起经过六十日即视为送达。 — [346, 345, 422, 363]
court-notice-paragraph: 赵某某：本院受理原告某某小额贷款有限公司诉你借款合同纠纷一案，已审理终结，现依法向你公告送达民事判决书，自公告之日起六十日内来本院领取民事判决书，逾期即视为送达。 — [94, 426, 172, 444]
court-signature: 某某县人民法院 — [234, 488, 256, 493]
court-notice-paragraph: 王某某：本院受理原告某公司诉你买卖合同纠纷一案，现依法向你公告送达起诉状副本、应诉通知书、举证通知书、开庭传票等诉讼文书。自公告之日起经过六十日即视为送达。提出答辩状和举证的期限分别为公告送达期满后的十五日和三十日内。本案定于举证期满后第三日上午九时在本院第五法庭公开开庭审理，逾期将依法缺席判决。 — [428, 715, 502, 746]
court-signature: 某某区人民法院 — [480, 963, 502, 968]
court-signature: 某某区人民法院 — [66, 1068, 88, 1072]
court-notice-paragraph: 赵某某：本院受理原告某某小额贷款有限公司诉你借款合同纠纷一案，已审理终结，现依法向你公告送达民事判决书，自公告之日起六十日内来本院领取民事判决书，逾期即视为送达。 — [94, 706, 172, 725]
court-signature: 某某区人民法院 — [318, 606, 340, 611]
court-notice-paragraph: 陈某某：本院受理原告某某诉你房屋租赁合同纠纷一案，已审理终结，现依法向你公告送达民事判决书。自公告之日起经过六十日即视为送达。如不服本判决，可在公告期满后十五日内向本院递交上诉状。 — [262, 289, 340, 307]
court-notice-paragraph: 黄某某：本院受理原告某某消费金融有限公司诉你金融借款合同纠纷一案，现依法向你公告送达起诉状副本、应诉通知书、举证通知书、开庭传票。自公告之日起经过六十日即视为送达。 — [346, 100, 422, 118]
court-notice-paragraph: 某某：本院受理申请人某某申请宣告某某失踪一案，经查，某某于某年离家后下落不明，现发出寻找某某的公告，公告期间为三个月。希望某某本人或知其下落的有关单位、个人在公告期满前与本院联系。 — [346, 627, 422, 645]
court-notice-paragraph: 某某有限公司：本院受理的申请执行人某某与被执行人你公司纠纷一案，因你公司下落不明，依照法律规定向你公告送达执行通知书、报告财产令、评估报告等法律文书。自公告之日起经过六十日即视为送达。 — [428, 940, 502, 962]
court-notice-paragraph: 某某有限公司：本院受理的申请执行人某某与被执行人你公司纠纷一案，因你公司下落不明，依照法律规定向你公告送达执行通知书、报告财产令、评估报告等法律文书。自公告之日起经过六十日即视为送达。 — [428, 843, 502, 866]
court-notice-paragraph: 某某：本院受理申请人某某申请宣告某某失踪一案，经查，某某于某年离家后下落不明，现发出寻找某某的公告，公告期间为三个月。希望某某本人或知其下落的有关单位、个人在公告期满前与本院联系。 — [346, 566, 422, 584]
court-notice-paragraph: 刘某某：本院受理原告陈某某诉你民间借贷纠纷一案，因你下落不明，现依法向你公告送达起诉状副本、应诉通知书、举证通知书、合议庭组成人员通知书及开庭传票。自公告之日起经过六十日即视为送达。提出答辩状的期限和举证期限分别为公告期满后的十五日和三十日内，逾期将依法缺席裁判。 — [94, 240, 172, 267]
court-notice-paragraph: 某某有限公司：本院受理的申请执行人某某与被执行人你公司纠纷一案，因你公司下落不明，依照法律规定向你公告送达执行通知书、报告财产令、评估报告等法律文书。自公告之日起经过六十日即视为送达。 — [8, 1049, 88, 1067]
court-signature: 某某区人民法院 — [318, 208, 340, 213]
court-signature: 某某区人民法院 — [480, 577, 502, 582]
court-notice-paragraph: 某某置业有限公司：申请人某某申请执行你公司一案，本院依法作出执行裁定书，现依法向你公司公告送达。自公告之日起经过六十日即视为送达。 — [262, 535, 340, 549]
court-notice-paragraph: 某某物流有限公司、冯某某：本院受理原告某某保险股份有限公司诉你们保险人代位求偿权纠纷一案，现依法向你们公告送达起诉状副本、应诉通知书、举证通知书、开庭传票。自公告之日起经过六十日即视为送达。 — [262, 498, 340, 516]
court-signature: 某某市人民法院 — [400, 401, 422, 405]
court-notice-paragraph: 某某置业有限公司：申请人某某申请执行你公司一案，本院依法作出执行裁定书，现依法向你公司公告送达。自公告之日起经过六十日即视为送达。 — [262, 251, 340, 264]
court-notice-paragraph: 孙某某、周某某：本院受理原告某银行股份有限公司某分行诉你们信用卡纠纷一案，现依法向你们公告送达起诉状副本、应诉通知书、举证通知书、开庭传票等诉讼文书。自公告之日起经过六十日即视为送达。本案定于公告期满后第三十日上午九时在本院开庭审理。 — [178, 231, 256, 253]
qr-caption: 扫码关注 — [446, 86, 460, 90]
court-notice-paragraph: 赵某某：本院受理原告某某小额贷款有限公司诉你借款合同纠纷一案，已审理终结，现依法向你公告送达民事判决书，自公告之日起六十日内来本院领取民事判决书，逾期即视为送达。 — [94, 356, 172, 374]
court-notice-paragraph: 陈某某：本院受理原告某某诉你房屋租赁合同纠纷一案，已审理终结，现依法向你公告送达民事判决书。自公告之日起经过六十日即视为送达。如不服本判决，可在公告期满后十五日内向本院递交上诉状。 — [262, 459, 340, 478]
court-signature: 某某市中级人民法院 — [144, 234, 172, 239]
court-notice-paragraph: 吴某某：本院受理原告郑某某诉你离婚纠纷一案，现依法向你公告送达起诉状副本、应诉及举证通知书、开庭传票。自公告之日起经过六十日即视为送达，逾期将依法缺席判决。 — [178, 470, 256, 488]
court-notice-paragraph: 某某置业有限公司：申请人某某申请执行你公司一案，本院依法作出执行裁定书，现依法向你公司公告送达。自公告之日起经过六十日即视为送达。 — [262, 307, 340, 321]
court-signature: 某某区人民法院 — [66, 717, 88, 722]
section-title: 公告 — [228, 56, 281, 86]
court-notice-paragraph: 陈某某：本院受理原告某某诉你房屋租赁合同纠纷一案，已审理终结，现依法向你公告送达民事判决书。自公告之日起经过六十日即视为送达。如不服本判决，可在公告期满后十五日内向本院递交上诉状。 — [262, 403, 340, 421]
court-signature: 某某区人民法院 — [318, 378, 340, 383]
court-notice-paragraph: 某某物流有限公司、冯某某：本院受理原告某某保险股份有限公司诉你们保险人代位求偿权纠纷一案，现依法向你们公告送达起诉状副本、应诉通知书、举证通知书、开庭传票。自公告之日起经过六十日即视为送达。 — [262, 327, 340, 345]
court-notice-paragraph: 某某有限公司：本院受理的申请执行人某某与被执行人你公司纠纷一案，因你公司下落不明，依照法律规定向你公告送达执行通知书、报告财产令、评估报告等法律文书。自公告之日起经过六十日即视为送达。 — [8, 961, 88, 979]
court-notice-paragraph: 张某某、李某某：本院受理原告某银行股份有限公司诉你们金融借款合同纠纷一案，已审理终结。因你们下落不明，依照《中华人民共和国民事诉讼法》第九十二条的规定，向你们公告送达本院作出的民事判决书。自公告之日起经过六十日，即视为送达。如不服本判决，可在公告期满后十五日内向本院递交上诉状，并按对方当事人的人数提出副本，上诉于上级人民法院。 — [428, 679, 502, 715]
header-info — [8, 90, 140, 96]
court-notice-paragraph: 王某某：本院受理原告某公司诉你买卖合同纠纷一案，现依法向你公告送达起诉状副本、应诉通知书、举证通知书、开庭传票等诉讼文书。自公告之日起经过六十日即视为送达。提出答辩状和举证的期限分别为公告送达期满后的十五日和三十日内。本案定于举证期满后第三日上午九时在本院第五法庭公开开庭审理，逾期将依法缺席判决。 — [428, 811, 502, 843]
court-notice-paragraph: 某某物流有限公司、冯某某：本院受理原告某某保险股份有限公司诉你们保险人代位求偿权纠纷一案，现依法向你们公告送达起诉状副本、应诉通知书、举证通知书、开庭传票。自公告之日起经过六十日即视为送达。 — [262, 213, 340, 231]
court-notice-paragraph: 黄某某：本院受理原告某某消费金融有限公司诉你金融借款合同纠纷一案，现依法向你公告送达起诉状副本、应诉通知书、举证通知书、开庭传票。自公告之日起经过六十日即视为送达。 — [346, 222, 422, 240]
court-signature: 某某市人民法院 — [400, 646, 422, 651]
court-notice-paragraph: 某某置业有限公司：申请人某某申请执行你公司一案，本院依法作出执行裁定书，现依法向你公司公告送达。自公告之日起经过六十日即视为送达。 — [262, 592, 340, 606]
court-notice-paragraph: 黄某某：本院受理原告某某消费金融有限公司诉你金融借款合同纠纷一案，现依法向你公告送达起诉状副本、应诉通知书、举证通知书、开庭传票。自公告之日起经过六十日即视为送达。 — [346, 528, 422, 547]
court-notice-paragraph: 某某有限公司：本院受理的申请执行人某某与被执行人你公司纠纷一案，因你公司下落不明，依照法律规定向你公告送达执行通知书、报告财产令、评估报告等法律文书。自公告之日起经过六十日即视为送达。 — [428, 361, 502, 383]
court-notice-paragraph: 王某某：本院受理原告某公司诉你买卖合同纠纷一案，现依法向你公告送达起诉状副本、应诉通知书、举证通知书、开庭传票等诉讼文书。自公告之日起经过六十日即视为送达。提出答辩状和举证的期限分别为公告送达期满后的十五日和三十日内。本案定于举证期满后第三日上午九时在本院第五法庭公开开庭审理，逾期将依法缺席判决。 — [428, 329, 502, 360]
court-notice-paragraph: 某某建设工程有限公司：本院受理原告某某诉你公司建设工程施工合同纠纷一案，现依法向你公司公告送达起诉状副本、证据材料、应诉通知书、举证通知书及开庭传票。自本公告发出之日起经过六十日即视为送达。 — [94, 688, 172, 706]
court-notice-paragraph: 某某科技有限公司：本院受理的上诉人某某与被上诉人你公司合同纠纷一案，现依法向你公司公告送达上诉状副本。自公告之日起经过六十日即视为送达。提出答辩状的期限为公告期满后十五日内。 — [346, 608, 422, 627]
court-notice-paragraph: 赵某某：本院受理原告某某小额贷款有限公司诉你借款合同纠纷一案，已审理终结，现依法向你公告送达民事判决书，自公告之日起六十日内来本院领取民事判决书，逾期即视为送达。 — [94, 566, 172, 584]
court-signature: 某某县人民法院 — [234, 620, 256, 625]
court-signature: 某某区人民法院 — [66, 892, 88, 897]
court-notice-paragraph: 某某建设工程有限公司：本院受理原告某某诉你公司建设工程施工合同纠纷一案，现依法向你公司公告送达起诉状副本、证据材料、应诉通知书、举证通知书及开庭传票。自本公告发出之日起经过六十日即视为送达。 — [94, 477, 172, 496]
court-notice-paragraph: 某某物流有限公司、冯某某：本院受理原告某某保险股份有限公司诉你们保险人代位求偿权纠纷一案，现依法向你们公告送达起诉状副本、应诉通知书、举证通知书、开庭传票。自公告之日起经过六十日即视为送达。 — [262, 555, 340, 573]
court-signature: 某某区人民法院 — [480, 866, 502, 871]
court-notice-paragraph: 某某：本院受理申请人某某申请宣告某某失踪一案，经查，某某于某年离家后下落不明，现发出寻找某某的公告，公告期间为三个月。希望某某本人或知其下落的有关单位、个人在公告期满前与本院联系。 — [346, 504, 422, 523]
court-notice-paragraph: 王某某：本院受理原告某公司诉你买卖合同纠纷一案，现依法向你公告送达起诉状副本、应诉通知书、举证通知书、开庭传票等诉讼文书。自公告之日起经过六十日即视为送达。提出答辩状和举证的期限分别为公告送达期满后的十五日和三十日内。本案定于举证期满后第三日上午九时在本院第五法庭公开开庭审理，逾期将依法缺席判决。 — [428, 232, 502, 264]
court-signature: 某某区人民法院 — [66, 804, 88, 809]
court-notice-paragraph: 某某有限公司：本院受理的申请执行人某某与被执行人你公司纠纷一案，因你公司下落不明，依照法律规定向你公告送达执行通知书、报告财产令、评估报告等法律文书。自公告之日起经过六十日即视为送达。 — [8, 610, 88, 629]
court-signature: 某某区人民法院 — [318, 492, 340, 497]
court-notice-paragraph: 孙某某、周某某：本院受理原告某银行股份有限公司某分行诉你们信用卡纠纷一案，现依法向你们公告送达起诉状副本、应诉通知书、举证通知书、开庭传票等诉讼文书。自公告之日起经过六十日即视为送达。本案定于公告期满后第三十日上午九时在本院开庭审理。 — [178, 165, 256, 188]
court-notice-paragraph: 张某某、李某某：本院受理原告某银行股份有限公司诉你们金融借款合同纠纷一案，已审理终结。因你们下落不明，依照《中华人民共和国民事诉讼法》第九十二条的规定，向你们公告送达本院作出的民事判决书。自公告之日起经过六十日，即视为送达。如不服本判决，可在公告期满后十五日内向本院递交上诉状，并按对方当事人的人数提出副本，上诉于上级人民法院。 — [428, 486, 502, 521]
court-notice-paragraph: 某某：本院受理申请人某某申请宣告某某失踪一案，经查，某某于某年离家后下落不明，现发出寻找某某的公告，公告期间为三个月。希望某某本人或知其下落的有关单位、个人在公告期满前与本院联系。 — [346, 382, 422, 400]
court-notice-paragraph: 孙某某、周某某：本院受理原告某银行股份有限公司某分行诉你们信用卡纠纷一案，现依法向你们公告送达起诉状副本、应诉通知书、举证通知书、开庭传票等诉讼文书。自公告之日起经过六十日即视为送达。本案定于公告期满后第三十日上午九时在本院开庭审理。 — [178, 559, 256, 582]
court-signature: 某某市人民法院 — [400, 339, 422, 344]
